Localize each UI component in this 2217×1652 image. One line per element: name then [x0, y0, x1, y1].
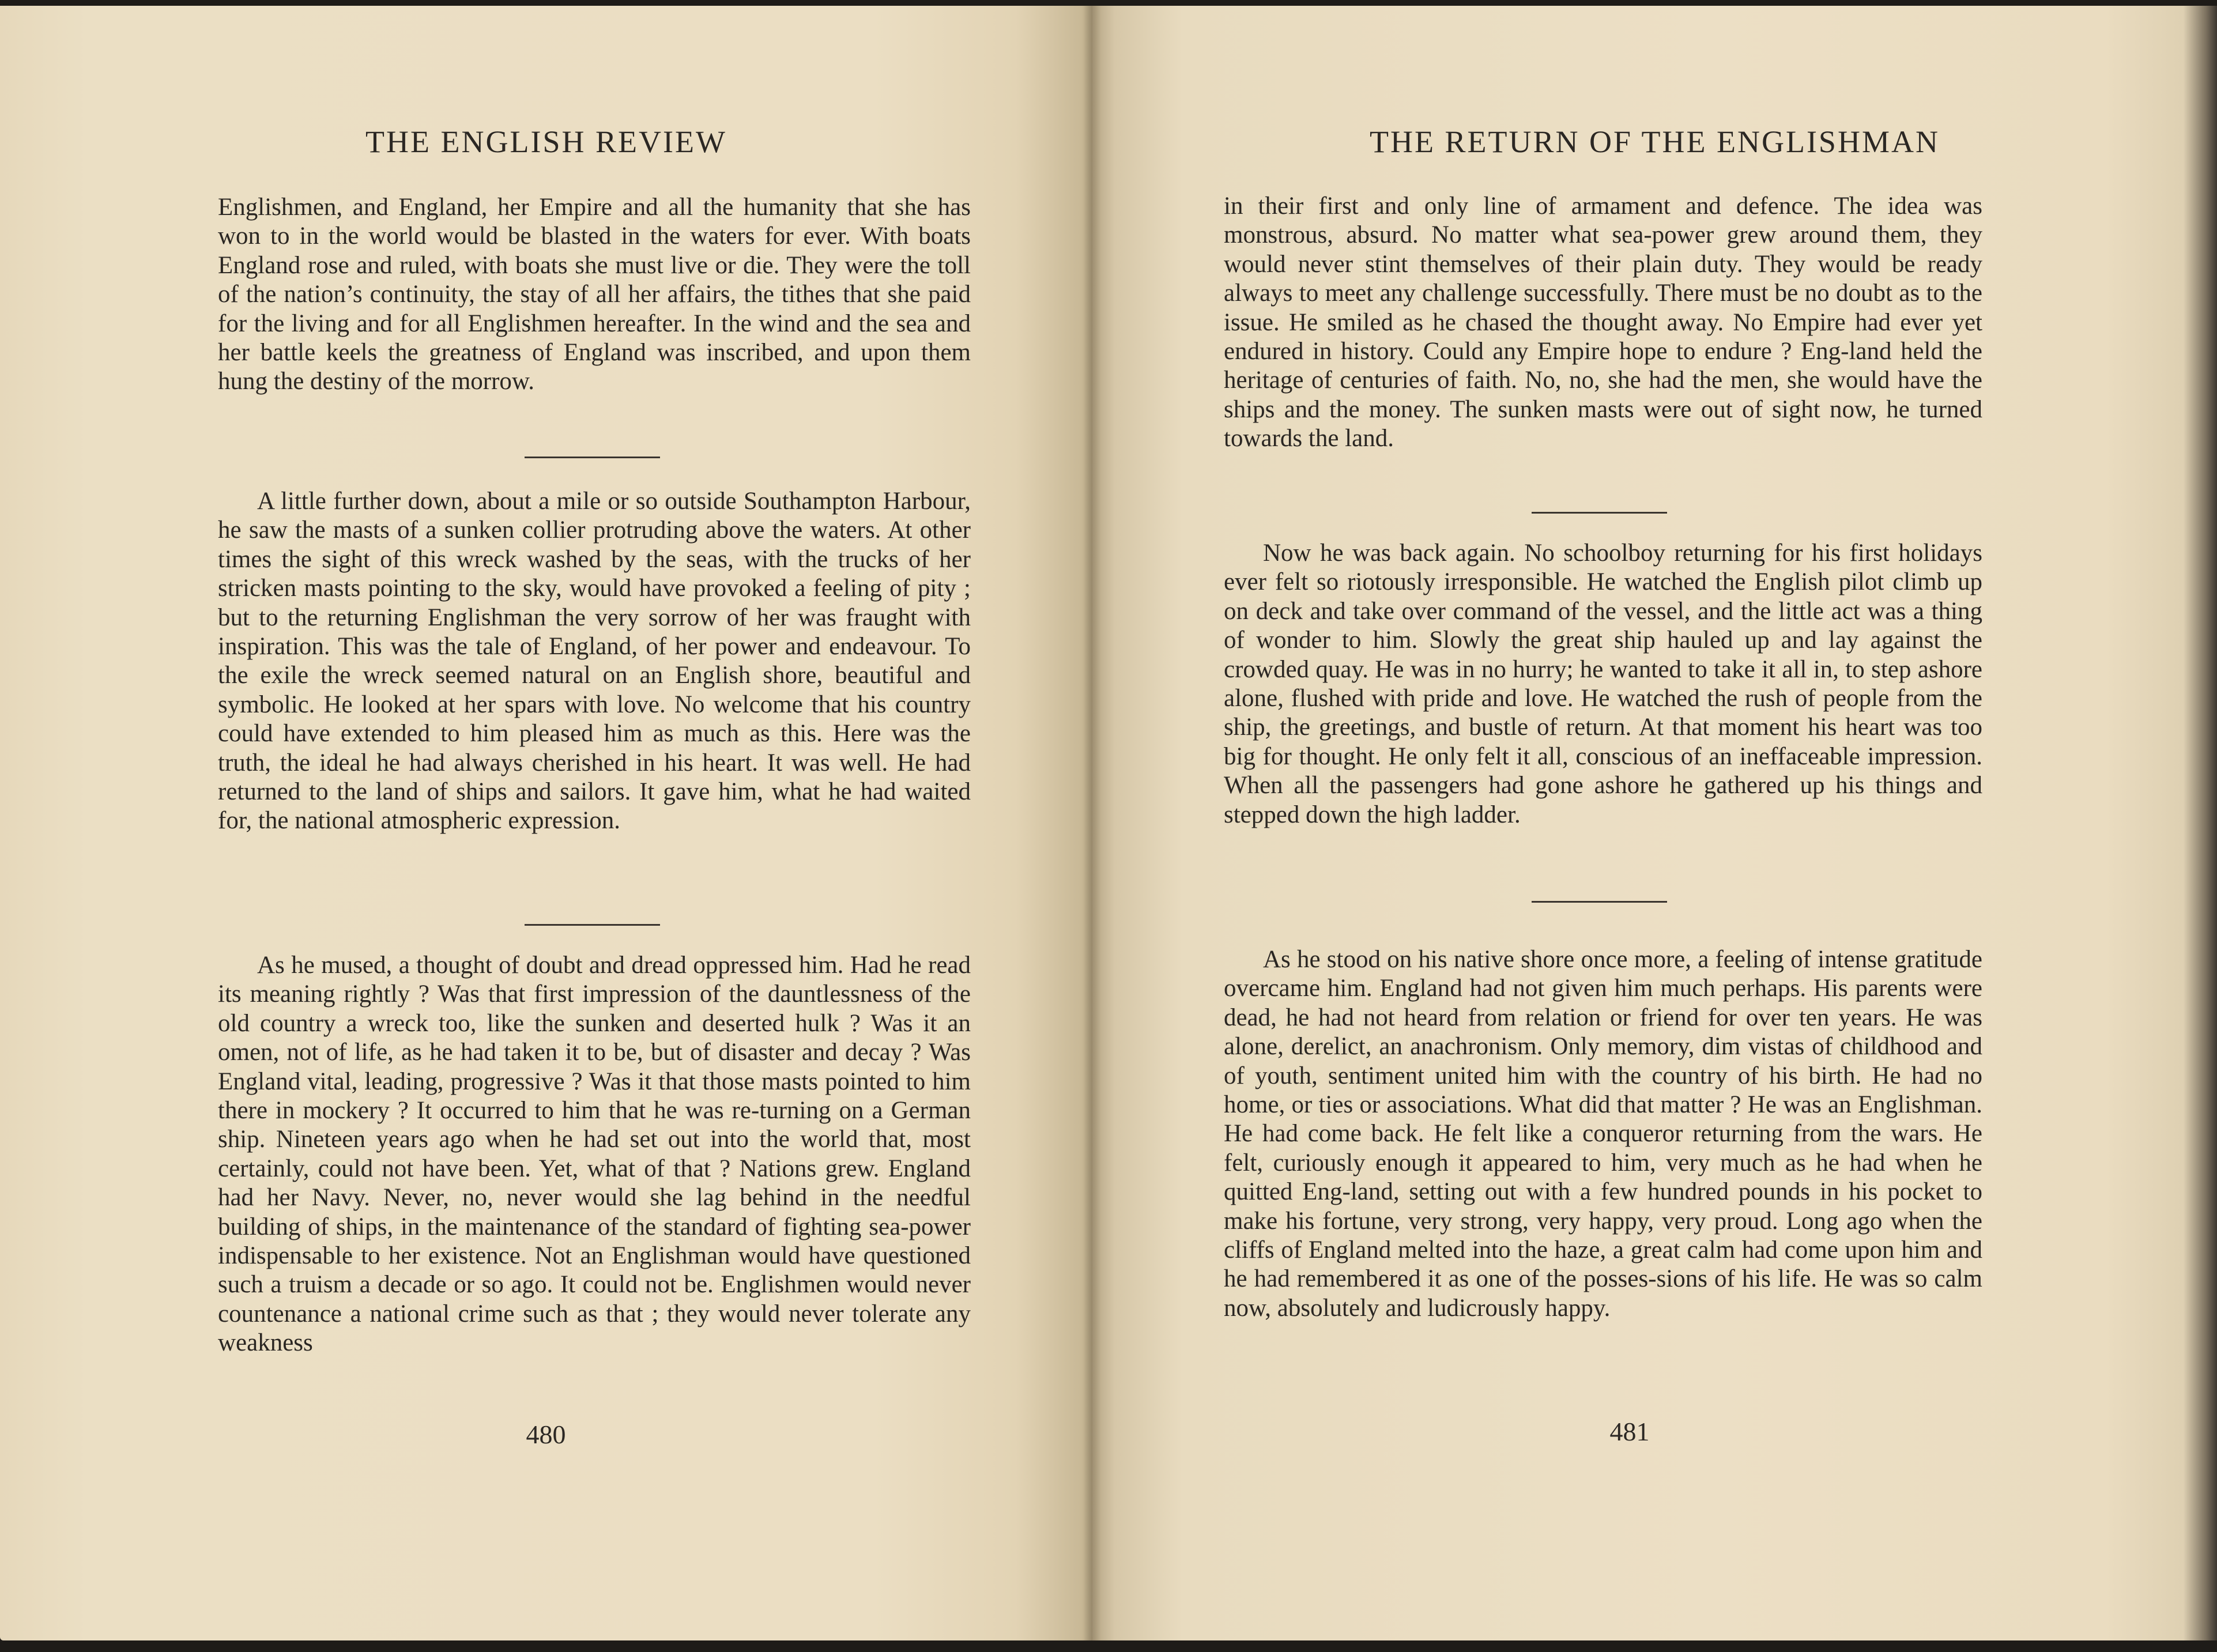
running-head-left: THE ENGLISH REVIEW: [365, 125, 727, 159]
section-divider-left-2: [525, 924, 660, 926]
left-paragraph-2: [218, 487, 971, 836]
section-divider-right-2: [1532, 901, 1667, 903]
right-paragraph-1: [1224, 192, 1982, 454]
running-head-right: THE RETURN OF THE ENGLISHMAN: [1370, 125, 1940, 159]
paragraph-text: As he mused, a thought of doubt and dread oppressed him. Had he read its meaning rightly ? Was that first impression of the dauntlessness of the old country a wreck too, like the sunken and deserted hulk ? Was it an omen, not of life, as he had taken it to be, but of disaster and decay ? Was England vital, leading, progressive ? Was it that those masts pointed to him there in mockery ? It occurred to him that he was re-turning on a German ship. Nineteen years ago when he had set out into the world that, most certainly, could not have been. Yet, what of that ? Nations grew. England had her Navy. Never, no, never would she lag behind in the needful building of ships, in the maintenance of the standard of fighting sea-power indispensable to her existence. Not an Englishman would have questioned such a truism a decade or so ago. It could not be. Englishmen would never countenance a national crime such as that ; they would never tolerate any weakness: [218, 952, 971, 1357]
right-page: [1092, 6, 2217, 1640]
book-gutter: [1084, 6, 1101, 1640]
paragraph-text: in their first and only line of armament and defence. The idea was monstrous, absurd. No matter what sea-power grew around them, they would never stint themselves of their plain duty. They would be ready always to meet any challenge successfully. There must be no doubt as to the issue. He smiled as he chased the thought away. No Empire had ever yet endured in history. Could any Empire hope to endure ? Eng-land held the heritage of centuries of faith. No, no, she had the men, she would have the ships and the money. The sunken masts were out of sight now, he turned towards the land.: [1224, 193, 1982, 452]
section-divider-left-1: [525, 457, 660, 458]
paragraph-text: Now he was back again. No schoolboy returning for his first holidays ever felt so riotously irresponsible. He watched the English pilot climb up on deck and take over command of the vessel, and the little act was a thing of wonder to him. Slowly the great ship hauled up and lay against the crowded quay. He was in no hurry; he wanted to take it all in, to step ashore alone, flushed with pride and love. He watched the rush of people from the ship, the greetings, and bustle of return. At that moment his heart was too big for thought. He only felt it all, conscious of an ineffaceable impression. When all the passengers had gone ashore he gathered up his things and stepped down the high ladder.: [1224, 540, 1982, 828]
page-number-right: 481: [1609, 1417, 1650, 1446]
paragraph-text: As he stood on his native shore once more, a feeling of intense gratitude overcame him. England had not given him much perhaps. His parents were dead, he had not heard from relation or friend for over ten years. He was alone, derelict, an anachronism. Only memory, dim vistas of childhood and of youth, sentiment united him with the country of his birth. He had no home, or ties or associations. What did that matter ? He was an Englishman. He had come back. He felt like a conqueror returning from the wars. He felt, curiously enough it appeared to him, very much as he had when he quitted Eng-land, setting out with a few hundred pounds in his pocket to make his fortune, very strong, very happy, very proud. Long ago when the cliffs of England melted into the haze, a great calm had come upon him and he had remembered it as one of the posses-sions of his life. He was so calm now, absolutely and ludicrously happy.: [1224, 946, 1982, 1322]
left-paragraph-1: [218, 193, 971, 397]
left-page: [0, 6, 1092, 1640]
page-number-left: 480: [526, 1420, 566, 1449]
section-divider-right-1: [1532, 512, 1667, 514]
left-paragraph-3: [218, 951, 971, 1358]
paragraph-text: Englishmen, and England, her Empire and all the humanity that she has won to in the world would be blasted in the waters for ever. With boats England rose and ruled, with boats she must live or die. They were the toll of the nation’s continuity, the stay of all her affairs, the tithes that she paid for the living and for all Englishmen hereafter. In the wind and the sea and her battle keels the greatness of England was inscribed, and upon them hung the destiny of the morrow.: [218, 194, 971, 395]
right-paragraph-3: [1224, 945, 1982, 1323]
paragraph-text: A little further down, about a mile or so outside Southampton Harbour, he saw the masts of a sunken collier protruding above the waters. At other times the sight of this wreck washed by the seas, with the trucks of her stricken masts pointing to the sky, would have provoked a feeling of pity ; but to the returning Englishman the very sorrow of her was fraught with inspiration. This was the tale of England, of her power and endeavour. To the exile the wreck seemed natural on an English shore, beautiful and symbolic. He looked at her spars with love. No welcome that his country could have extended to him pleased him as much as this. Here was the truth, the ideal he had always cherished in his heart. It was well. He had returned to the land of ships and sailors. It gave him, what he had waited for, the national atmospheric expression.: [218, 488, 971, 835]
right-paragraph-2: [1224, 539, 1982, 829]
